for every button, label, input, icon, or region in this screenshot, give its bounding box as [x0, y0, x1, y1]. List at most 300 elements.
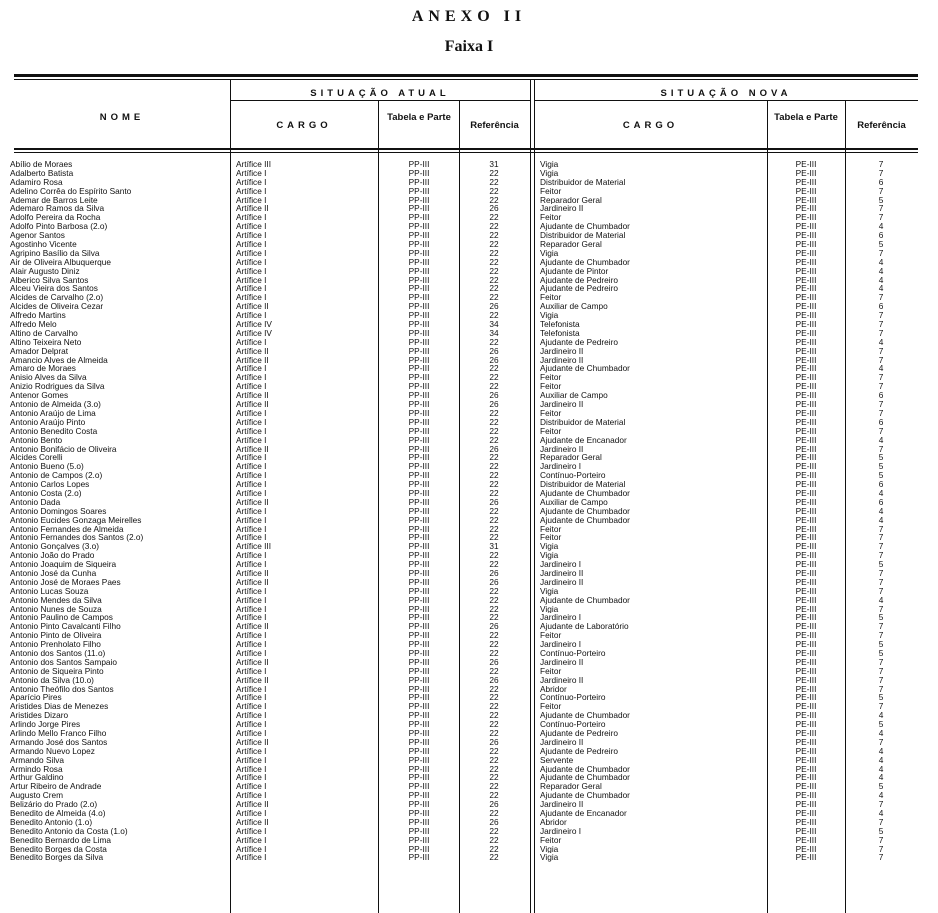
table-row: [0, 409, 938, 418]
cell-cargo-novo: Feitor: [540, 373, 562, 383]
cell-nome: Alair Augusto Diniz: [10, 266, 80, 276]
cell-tabela-atual: PP-III: [408, 204, 430, 214]
cell-cargo-atual: Artífice I: [236, 213, 267, 223]
cell-cargo-atual: Artífice I: [236, 435, 267, 445]
cell-tabela-atual: PP-III: [408, 791, 430, 801]
cell-cargo-atual: Artífice I: [236, 195, 267, 205]
cell-tabela-nova: PE-III: [795, 248, 817, 258]
cell-cargo-atual: Artífice I: [236, 480, 267, 489]
header-situacao-atual: SITUAÇÃO ATUAL: [310, 88, 450, 99]
cell-cargo-novo: Jardineiro II: [540, 355, 584, 365]
cell-cargo-atual: Artífice II: [236, 577, 269, 587]
cell-tabela-atual: PP-III: [408, 515, 430, 525]
cell-tabela-nova: PE-III: [795, 693, 817, 703]
cell-cargo-atual: Artífice I: [236, 524, 267, 534]
table-row: [0, 667, 938, 676]
cell-cargo-atual: Artífice II: [236, 391, 269, 401]
cell-cargo-novo: Jardineiro I: [540, 560, 582, 569]
table-row: [0, 160, 938, 169]
table-row: [0, 489, 938, 498]
cell-cargo-novo: Vigia: [540, 844, 559, 854]
cell-cargo-novo: Ajudante de Pedreiro: [540, 275, 618, 285]
cell-tabela-atual: PP-III: [408, 782, 430, 792]
cell-cargo-atual: Artífice III: [236, 160, 272, 169]
cell-cargo-novo: Feitor: [540, 524, 562, 534]
header-tabela-nova: Tabela e Parte: [774, 112, 838, 123]
document-subtitle: Faixa I: [444, 38, 494, 55]
cell-tabela-nova: PE-III: [795, 480, 817, 489]
cell-tabela-nova: PE-III: [795, 613, 817, 623]
cell-referencia-atual: 22: [489, 613, 499, 623]
cell-referencia-nova: 4: [878, 337, 884, 347]
cell-tabela-atual: PP-III: [408, 320, 430, 329]
table-row: [0, 498, 938, 507]
table-row: [0, 729, 938, 738]
cell-referencia-nova: 5: [878, 613, 884, 623]
cell-nome: Benedito Borges da Silva: [10, 853, 104, 863]
cell-referencia-nova: 6: [878, 302, 884, 312]
cell-referencia-atual: 22: [489, 275, 499, 285]
cell-cargo-novo: Feitor: [540, 426, 562, 436]
cell-referencia-atual: 22: [489, 720, 499, 730]
cell-tabela-nova: PE-III: [795, 497, 817, 507]
cell-tabela-nova: PE-III: [795, 417, 817, 427]
cell-referencia-nova: 5: [878, 693, 884, 703]
cell-referencia-atual: 31: [489, 160, 499, 169]
cell-nome: Antonio dos Santos Sampaio: [10, 657, 118, 667]
cell-tabela-nova: PE-III: [795, 471, 817, 481]
cell-cargo-atual: Artífice I: [236, 453, 267, 463]
cell-referencia-atual: 22: [489, 844, 499, 854]
table-row: [0, 525, 938, 534]
cell-nome: Antonio Lucas Souza: [10, 586, 89, 596]
cell-cargo-atual: Artífice II: [236, 346, 269, 356]
cell-referencia-atual: 22: [489, 702, 499, 712]
cell-cargo-novo: Reparador Geral: [540, 195, 602, 205]
cell-nome: Antonio Eucides Gonzaga Meirelles: [10, 515, 142, 525]
table-row: [0, 258, 938, 267]
cell-referencia-nova: 4: [878, 435, 884, 445]
cell-tabela-atual: PP-III: [408, 275, 430, 285]
cell-tabela-atual: PP-III: [408, 622, 430, 632]
cell-tabela-nova: PE-III: [795, 666, 817, 676]
cell-nome: Adamiro Rosa: [10, 177, 63, 187]
table-row: [0, 507, 938, 516]
cell-referencia-nova: 5: [878, 782, 884, 792]
cell-referencia-atual: 22: [489, 560, 499, 569]
table-row: [0, 765, 938, 774]
cell-referencia-nova: 5: [878, 648, 884, 658]
cell-referencia-atual: 26: [489, 346, 499, 356]
cell-referencia-nova: 4: [878, 711, 884, 721]
cell-nome: Adalberto Batista: [10, 168, 74, 178]
cell-cargo-atual: Artífice II: [236, 657, 269, 667]
cell-tabela-atual: PP-III: [408, 426, 430, 436]
cell-cargo-novo: Telefonista: [540, 328, 580, 338]
table-row: [0, 720, 938, 729]
cell-referencia-atual: 22: [489, 337, 499, 347]
cell-referencia-nova: 5: [878, 462, 884, 472]
cell-tabela-nova: PE-III: [795, 542, 817, 552]
table-row: [0, 773, 938, 782]
cell-cargo-novo: Jardineiro I: [540, 826, 582, 836]
cell-cargo-novo: Auxiliar de Campo: [540, 391, 608, 401]
cell-tabela-atual: PP-III: [408, 835, 430, 845]
cell-referencia-atual: 22: [489, 231, 499, 241]
cell-tabela-atual: PP-III: [408, 577, 430, 587]
cell-nome: Aparício Pires: [10, 693, 62, 703]
cell-nome: Antonio Mendes da Silva: [10, 595, 102, 605]
cell-referencia-nova: 4: [878, 506, 884, 516]
cell-nome: Antonio Araújo Pinto: [10, 417, 86, 427]
cell-referencia-nova: 7: [878, 382, 884, 392]
table-row: [0, 347, 938, 356]
cell-nome: Antonio Fernandes de Almeida: [10, 524, 124, 534]
cell-referencia-atual: 22: [489, 177, 499, 187]
cell-referencia-nova: 4: [878, 755, 884, 765]
cell-cargo-novo: Ajudante de Chumbador: [540, 595, 630, 605]
table-row: [0, 658, 938, 667]
cell-referencia-nova: 7: [878, 835, 884, 845]
cell-tabela-atual: PP-III: [408, 328, 430, 338]
cell-cargo-novo: Ajudante de Laboratório: [540, 622, 629, 632]
cell-tabela-nova: PE-III: [795, 240, 817, 249]
table-row: [0, 827, 938, 836]
cell-referencia-nova: 4: [878, 595, 884, 605]
cell-referencia-nova: 7: [878, 444, 884, 454]
cell-cargo-atual: Artífice II: [236, 800, 269, 810]
cell-cargo-atual: Artífice I: [236, 613, 267, 623]
cell-cargo-atual: Artífice I: [236, 648, 267, 658]
cell-tabela-atual: PP-III: [408, 444, 430, 454]
cell-cargo-novo: Jardineiro II: [540, 675, 584, 685]
cell-tabela-nova: PE-III: [795, 533, 817, 543]
table-row: [0, 800, 938, 809]
cell-cargo-atual: Artífice I: [236, 782, 267, 792]
cell-cargo-novo: Jardineiro II: [540, 577, 584, 587]
cell-nome: Amador Delprat: [10, 346, 69, 356]
cell-tabela-nova: PE-III: [795, 720, 817, 730]
cell-referencia-atual: 22: [489, 595, 499, 605]
cell-cargo-novo: Jardineiro II: [540, 204, 584, 214]
cell-tabela-atual: PP-III: [408, 533, 430, 543]
cell-cargo-novo: Vigia: [540, 542, 559, 552]
cell-nome: Aristides Dias de Menezes: [10, 702, 109, 712]
cell-referencia-nova: 7: [878, 604, 884, 614]
cell-nome: Arthur Galdino: [10, 773, 64, 783]
cell-referencia-atual: 22: [489, 364, 499, 374]
cell-cargo-novo: Jardineiro II: [540, 568, 584, 578]
cell-tabela-atual: PP-III: [408, 844, 430, 854]
cell-cargo-atual: Artífice I: [236, 586, 267, 596]
cell-nome: Belizário do Prado (2.o): [10, 800, 98, 810]
cell-cargo-atual: Artífice I: [236, 640, 267, 649]
cell-cargo-novo: Ajudante de Pedreiro: [540, 729, 618, 738]
cell-nome: Antonio Nunes de Souza: [10, 604, 102, 614]
cell-tabela-nova: PE-III: [795, 391, 817, 401]
cell-tabela-atual: PP-III: [408, 177, 430, 187]
table-row: [0, 445, 938, 454]
cell-referencia-atual: 22: [489, 195, 499, 205]
cell-cargo-atual: Artífice II: [236, 622, 269, 632]
table-row: [0, 364, 938, 373]
table-row: [0, 169, 938, 178]
cell-cargo-atual: Artífice I: [236, 293, 267, 303]
cell-tabela-nova: PE-III: [795, 444, 817, 454]
cell-cargo-atual: Artífice I: [236, 835, 267, 845]
cell-cargo-novo: Feitor: [540, 408, 562, 418]
cell-nome: Antonio Joaquim de Siqueira: [10, 560, 117, 569]
cell-tabela-nova: PE-III: [795, 488, 817, 498]
cell-tabela-atual: PP-III: [408, 346, 430, 356]
cell-cargo-atual: Artífice II: [236, 400, 269, 409]
cell-referencia-atual: 22: [489, 186, 499, 196]
cell-cargo-novo: Jardineiro II: [540, 346, 584, 356]
cell-cargo-novo: Distribuidor de Material: [540, 177, 626, 187]
cell-cargo-novo: Abridor: [540, 684, 567, 694]
cell-tabela-nova: PE-III: [795, 506, 817, 516]
cell-cargo-atual: Artífice I: [236, 177, 267, 187]
cell-referencia-atual: 22: [489, 293, 499, 303]
table-row: [0, 560, 938, 569]
cell-cargo-atual: Artífice I: [236, 506, 267, 516]
cell-cargo-novo: Ajudante de Chumbador: [540, 764, 630, 774]
cell-cargo-novo: Feitor: [540, 835, 562, 845]
cell-nome: Benedito Antonio (1.o): [10, 817, 93, 827]
header-situacao-nova: SITUAÇÃO NOVA: [660, 88, 792, 99]
table-row: [0, 480, 938, 489]
cell-cargo-atual: Artífice I: [236, 284, 267, 294]
cell-referencia-nova: 7: [878, 168, 884, 178]
table-row: [0, 693, 938, 702]
cell-tabela-atual: PP-III: [408, 640, 430, 649]
cell-tabela-atual: PP-III: [408, 435, 430, 445]
cell-cargo-novo: Vigia: [540, 160, 559, 169]
cell-cargo-novo: Ajudante de Encanador: [540, 435, 627, 445]
cell-referencia-atual: 26: [489, 497, 499, 507]
cell-cargo-novo: Jardineiro II: [540, 800, 584, 810]
cell-cargo-atual: Artífice I: [236, 791, 267, 801]
table-row: [0, 845, 938, 854]
table-body: [0, 160, 938, 862]
cell-cargo-atual: Artífice I: [236, 364, 267, 374]
cell-tabela-atual: PP-III: [408, 408, 430, 418]
cell-tabela-nova: PE-III: [795, 782, 817, 792]
cell-tabela-nova: PE-III: [795, 524, 817, 534]
cell-tabela-atual: PP-III: [408, 773, 430, 783]
cell-nome: Abílio de Moraes: [10, 160, 73, 169]
cell-referencia-nova: 7: [878, 853, 884, 863]
cell-referencia-atual: 22: [489, 417, 499, 427]
cell-nome: Altino Teixeira Neto: [10, 337, 82, 347]
cell-nome: Agostinho Vicente: [10, 240, 77, 249]
cell-nome: Antonio Benedito Costa: [10, 426, 98, 436]
cell-cargo-novo: Vigia: [540, 853, 559, 863]
cell-cargo-atual: Artífice I: [236, 373, 267, 383]
cell-cargo-novo: Ajudante de Chumbador: [540, 515, 630, 525]
cell-tabela-atual: PP-III: [408, 382, 430, 392]
cell-cargo-novo: Contínuo-Porteiro: [540, 648, 606, 658]
cell-nome: Antonio Bueno (5.o): [10, 462, 84, 472]
cell-nome: Artur Ribeiro de Andrade: [10, 782, 102, 792]
cell-cargo-atual: Artífice I: [236, 720, 267, 730]
cell-nome: Antonio Pinto de Oliveira: [10, 631, 102, 641]
cell-nome: Antonio Gonçalves (3.o): [10, 542, 100, 552]
cell-referencia-nova: 7: [878, 702, 884, 712]
cell-tabela-nova: PE-III: [795, 160, 817, 169]
cell-referencia-nova: 4: [878, 275, 884, 285]
cell-referencia-nova: 7: [878, 684, 884, 694]
cell-tabela-atual: PP-III: [408, 240, 430, 249]
table-row: [0, 569, 938, 578]
cell-tabela-nova: PE-III: [795, 809, 817, 818]
table-row: [0, 551, 938, 560]
cell-tabela-nova: PE-III: [795, 435, 817, 445]
cell-referencia-atual: 22: [489, 809, 499, 818]
cell-cargo-atual: Artífice I: [236, 853, 267, 863]
cell-cargo-atual: Artífice II: [236, 675, 269, 685]
cell-tabela-nova: PE-III: [795, 764, 817, 774]
cell-referencia-nova: 4: [878, 773, 884, 783]
cell-tabela-atual: PP-III: [408, 693, 430, 703]
cell-referencia-atual: 26: [489, 657, 499, 667]
cell-referencia-nova: 7: [878, 568, 884, 578]
table-row: [0, 196, 938, 205]
cell-nome: Armando Nuevo Lopez: [10, 746, 95, 756]
cell-nome: Adolfo Pereira da Rocha: [10, 213, 101, 223]
cell-tabela-nova: PE-III: [795, 702, 817, 712]
cell-cargo-novo: Contínuo-Porteiro: [540, 720, 606, 730]
cell-cargo-atual: Artífice IV: [236, 328, 272, 338]
cell-cargo-novo: Ajudante de Chumbador: [540, 711, 630, 721]
cell-cargo-novo: Auxiliar de Campo: [540, 302, 608, 312]
cell-referencia-atual: 22: [489, 826, 499, 836]
cell-cargo-atual: Artífice I: [236, 337, 267, 347]
cell-cargo-novo: Jardineiro I: [540, 613, 582, 623]
cell-nome: Armando Silva: [10, 755, 64, 765]
cell-nome: Antonio Theófilo dos Santos: [10, 684, 114, 694]
cell-referencia-atual: 26: [489, 675, 499, 685]
cell-tabela-atual: PP-III: [408, 711, 430, 721]
cell-cargo-atual: Artífice I: [236, 560, 267, 569]
cell-nome: Armindo Rosa: [10, 764, 63, 774]
cell-referencia-atual: 22: [489, 684, 499, 694]
cell-cargo-novo: Feitor: [540, 293, 562, 303]
cell-referencia-atual: 22: [489, 791, 499, 801]
cell-tabela-atual: PP-III: [408, 666, 430, 676]
table-row: [0, 284, 938, 293]
cell-tabela-atual: PP-III: [408, 222, 430, 232]
cell-tabela-atual: PP-III: [408, 631, 430, 641]
cell-referencia-atual: 22: [489, 711, 499, 721]
cell-tabela-atual: PP-III: [408, 480, 430, 489]
cell-tabela-atual: PP-III: [408, 613, 430, 623]
cell-referencia-nova: 7: [878, 355, 884, 365]
cell-cargo-atual: Artífice II: [236, 204, 269, 214]
cell-nome: Agripino Basílio da Silva: [10, 248, 100, 258]
table-row: [0, 809, 938, 818]
table-row: [0, 311, 938, 320]
cell-cargo-atual: Artífice II: [236, 302, 269, 312]
cell-tabela-atual: PP-III: [408, 453, 430, 463]
cell-tabela-nova: PE-III: [795, 311, 817, 321]
cell-cargo-novo: Ajudante de Pedreiro: [540, 337, 618, 347]
cell-cargo-atual: Artífice I: [236, 471, 267, 481]
cell-nome: Augusto Crem: [10, 791, 64, 801]
cell-nome: Aristides Dizaro: [10, 711, 69, 721]
cell-tabela-nova: PE-III: [795, 426, 817, 436]
cell-cargo-atual: Artífice II: [236, 497, 269, 507]
cell-cargo-novo: Feitor: [540, 382, 562, 392]
cell-cargo-atual: Artífice I: [236, 764, 267, 774]
cell-cargo-novo: Vigia: [540, 248, 559, 258]
table-row: [0, 338, 938, 347]
cell-tabela-atual: PP-III: [408, 737, 430, 747]
cell-tabela-nova: PE-III: [795, 826, 817, 836]
cell-cargo-atual: Artífice I: [236, 426, 267, 436]
cell-cargo-novo: Jardineiro I: [540, 640, 582, 649]
cell-referencia-nova: 7: [878, 373, 884, 383]
cell-referencia-atual: 22: [489, 746, 499, 756]
cell-nome: Benedito de Almeida (4.o): [10, 809, 106, 818]
cell-cargo-atual: Artífice I: [236, 604, 267, 614]
cell-tabela-nova: PE-III: [795, 755, 817, 765]
cell-tabela-atual: PP-III: [408, 168, 430, 178]
table-row: [0, 471, 938, 480]
cell-nome: Benedito Borges da Costa: [10, 844, 107, 854]
cell-tabela-nova: PE-III: [795, 195, 817, 205]
cell-tabela-atual: PP-III: [408, 266, 430, 276]
cell-tabela-nova: PE-III: [795, 213, 817, 223]
cell-referencia-atual: 22: [489, 213, 499, 223]
cell-referencia-atual: 22: [489, 506, 499, 516]
cell-tabela-nova: PE-III: [795, 551, 817, 561]
cell-tabela-nova: PE-III: [795, 568, 817, 578]
cell-tabela-atual: PP-III: [408, 355, 430, 365]
cell-tabela-atual: PP-III: [408, 542, 430, 552]
cell-referencia-atual: 26: [489, 444, 499, 454]
cell-referencia-nova: 4: [878, 515, 884, 525]
table-row: [0, 596, 938, 605]
cell-tabela-nova: PE-III: [795, 275, 817, 285]
cell-tabela-atual: PP-III: [408, 800, 430, 810]
cell-nome: Antonio de Siqueira Pinto: [10, 666, 104, 676]
cell-nome: Adolfo Pinto Barbosa (2.o): [10, 222, 108, 232]
cell-tabela-nova: PE-III: [795, 560, 817, 569]
cell-cargo-atual: Artífice I: [236, 551, 267, 561]
cell-tabela-nova: PE-III: [795, 293, 817, 303]
table-row: [0, 276, 938, 285]
cell-referencia-nova: 7: [878, 408, 884, 418]
cell-referencia-nova: 7: [878, 186, 884, 196]
cell-cargo-novo: Reparador Geral: [540, 782, 602, 792]
header-bottom-rule: [14, 148, 918, 150]
cell-cargo-atual: Artífice II: [236, 355, 269, 365]
cell-referencia-atual: 22: [489, 524, 499, 534]
cell-cargo-atual: Artífice I: [236, 275, 267, 285]
header-cargo-atual: CARGO: [276, 120, 332, 131]
cell-nome: Air de Oliveira Albuquerque: [10, 257, 112, 267]
cell-cargo-novo: Feitor: [540, 631, 562, 641]
header-cargo-nova: CARGO: [622, 120, 679, 131]
cell-cargo-atual: Artífice I: [236, 231, 267, 241]
cell-referencia-atual: 22: [489, 480, 499, 489]
cell-referencia-atual: 22: [489, 853, 499, 863]
cell-cargo-atual: Artífice III: [236, 542, 272, 552]
cell-referencia-nova: 7: [878, 320, 884, 329]
cell-cargo-atual: Artífice I: [236, 488, 267, 498]
table-row: [0, 462, 938, 471]
